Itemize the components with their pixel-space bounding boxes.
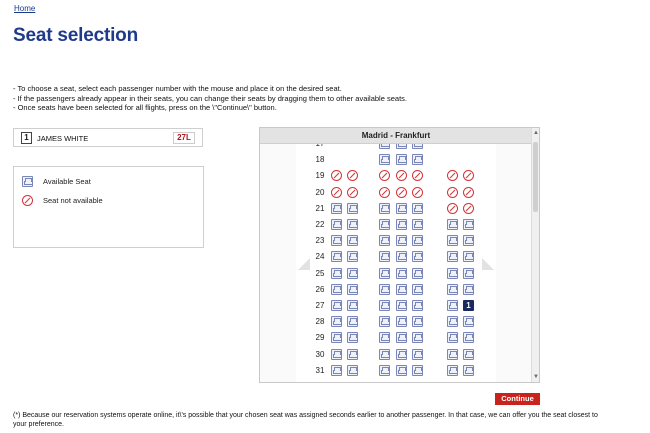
available-seat-icon[interactable] <box>331 332 342 343</box>
seat-row <box>260 219 532 232</box>
available-seat-icon[interactable] <box>331 316 342 327</box>
available-seat-icon[interactable] <box>347 349 358 360</box>
available-seat-icon[interactable] <box>379 316 390 327</box>
row-number: 24 <box>315 252 325 262</box>
seat-legend <box>13 166 204 248</box>
available-seat-icon[interactable] <box>396 268 407 279</box>
continue-button[interactable]: Continue <box>495 393 540 405</box>
passenger-name: JAMES WHITE <box>37 134 89 143</box>
available-seat-icon[interactable] <box>379 235 390 246</box>
available-seat-icon[interactable] <box>447 332 458 343</box>
available-seat-icon[interactable] <box>379 332 390 343</box>
seat-row <box>260 349 532 362</box>
available-seat-icon[interactable] <box>463 365 474 376</box>
unavailable-seat-icon <box>463 187 474 198</box>
available-seat-icon[interactable] <box>447 219 458 230</box>
available-seat-icon[interactable] <box>347 219 358 230</box>
row-number: 29 <box>315 333 325 343</box>
row-number: 19 <box>315 171 325 181</box>
seat-map-scrollbar[interactable] <box>531 128 539 382</box>
available-seat-icon[interactable] <box>396 316 407 327</box>
flight-title: Madrid - Frankfurt <box>260 128 532 144</box>
available-seat-icon[interactable] <box>396 235 407 246</box>
available-seat-icon[interactable] <box>447 300 458 311</box>
available-seat-icon[interactable] <box>379 284 390 295</box>
available-seat-icon[interactable] <box>396 349 407 360</box>
available-seat-icon[interactable] <box>396 154 407 165</box>
legend-not-available-label: Seat not available <box>43 195 103 205</box>
available-seat-icon[interactable] <box>463 219 474 230</box>
available-seat-icon[interactable] <box>331 203 342 214</box>
available-seat-icon[interactable] <box>463 332 474 343</box>
unavailable-seat-icon <box>447 187 458 198</box>
selected-seat-passenger-1[interactable]: 1 <box>463 300 474 311</box>
available-seat-icon[interactable] <box>347 365 358 376</box>
passenger-card[interactable] <box>13 128 203 147</box>
page-title: Seat selection <box>13 25 138 46</box>
available-seat-icon[interactable] <box>379 365 390 376</box>
available-seat-icon[interactable] <box>331 284 342 295</box>
row-number: 27 <box>315 301 325 310</box>
legend-available-label: Available Seat <box>43 176 91 186</box>
seat-map[interactable] <box>259 127 540 383</box>
available-seat-icon[interactable] <box>379 203 390 214</box>
unavailable-seat-icon <box>412 187 423 198</box>
available-seat-icon[interactable] <box>379 219 390 230</box>
available-seat-icon[interactable] <box>347 203 358 214</box>
passenger-number-badge[interactable]: 1 <box>21 132 32 144</box>
available-seat-icon[interactable] <box>396 365 407 376</box>
instruction-line: - Once seats have been selected for all flights, press on the \"Continue\" button. <box>13 103 277 112</box>
seat-row <box>260 365 532 378</box>
home-link[interactable]: Home <box>14 4 36 13</box>
available-seat-icon[interactable] <box>463 251 474 262</box>
legend-available <box>22 174 91 188</box>
unavailable-seat-icon <box>463 203 474 214</box>
available-seat-icon[interactable] <box>412 284 423 295</box>
unavailable-seat-icon <box>396 170 407 181</box>
row-number: 31 <box>315 365 325 375</box>
available-seat-icon[interactable] <box>396 300 407 311</box>
available-seat-icon[interactable] <box>347 316 358 327</box>
available-seat-icon[interactable] <box>463 268 474 279</box>
row-number: 28 <box>315 317 325 327</box>
available-seat-icon[interactable] <box>447 235 458 246</box>
seat-row <box>260 300 532 313</box>
available-seat-icon[interactable] <box>347 332 358 343</box>
available-seat-icon[interactable] <box>412 316 423 327</box>
available-seat-icon[interactable] <box>379 300 390 311</box>
available-seat-icon[interactable] <box>396 284 407 295</box>
scroll-thumb[interactable] <box>533 142 538 212</box>
available-seat-icon[interactable] <box>379 349 390 360</box>
unavailable-seat-icon <box>331 170 342 181</box>
seat-row <box>260 187 532 200</box>
seat-row <box>260 203 532 216</box>
available-seat-icon[interactable] <box>331 349 342 360</box>
available-seat-icon[interactable] <box>347 300 358 311</box>
seat-row <box>260 154 532 167</box>
available-seat-icon <box>22 176 33 187</box>
unavailable-seat-icon <box>447 170 458 181</box>
unavailable-seat-icon <box>379 187 390 198</box>
unavailable-seat-icon <box>331 187 342 198</box>
seat-row <box>260 268 532 281</box>
available-seat-icon[interactable] <box>412 332 423 343</box>
available-seat-icon[interactable] <box>396 332 407 343</box>
instructions <box>13 84 407 113</box>
passenger-seat-label: 27L <box>173 132 195 144</box>
available-seat-icon[interactable] <box>412 251 423 262</box>
available-seat-icon[interactable] <box>447 349 458 360</box>
available-seat-icon[interactable] <box>447 284 458 295</box>
available-seat-icon[interactable] <box>396 219 407 230</box>
instruction-line: - To choose a seat, select each passenger number with the mouse and place it on the desired seat. <box>13 84 342 93</box>
available-seat-icon[interactable] <box>412 365 423 376</box>
available-seat-icon[interactable] <box>331 365 342 376</box>
seat-row <box>260 235 532 248</box>
available-seat-icon[interactable] <box>447 268 458 279</box>
seat-row <box>260 284 532 297</box>
available-seat-icon[interactable] <box>379 268 390 279</box>
scroll-down-arrow-icon[interactable]: ▼ <box>533 374 539 380</box>
available-seat-icon[interactable] <box>463 316 474 327</box>
available-seat-icon[interactable] <box>331 300 342 311</box>
scroll-up-arrow-icon[interactable]: ▲ <box>533 130 539 136</box>
available-seat-icon[interactable] <box>412 235 423 246</box>
available-seat-icon[interactable] <box>379 251 390 262</box>
available-seat-icon[interactable] <box>379 154 390 165</box>
available-seat-icon[interactable] <box>347 251 358 262</box>
available-seat-icon[interactable] <box>463 284 474 295</box>
available-seat-icon[interactable] <box>447 365 458 376</box>
available-seat-icon[interactable] <box>331 219 342 230</box>
unavailable-seat-icon <box>463 170 474 181</box>
available-seat-icon[interactable] <box>347 284 358 295</box>
unavailable-seat-icon <box>379 170 390 181</box>
available-seat-icon[interactable] <box>412 203 423 214</box>
available-seat-icon[interactable] <box>412 268 423 279</box>
row-number: 20 <box>315 187 325 197</box>
available-seat-icon[interactable] <box>396 203 407 214</box>
available-seat-icon[interactable] <box>447 316 458 327</box>
available-seat-icon[interactable] <box>412 300 423 311</box>
footnote: (*) Because our reservation systems operate online, it\'s possible that your chosen seat was assigned seconds earlier to another passenger. In that case, we can offer you the seat closest to your preference. <box>13 412 598 428</box>
instruction-line: - If the passengers already appear in their seats, you can change their seats by dragging them to other available seats. <box>13 93 407 103</box>
available-seat-icon[interactable] <box>412 219 423 230</box>
row-number: 18 <box>315 155 325 165</box>
available-seat-icon[interactable] <box>331 251 342 262</box>
unavailable-seat-icon <box>396 187 407 198</box>
row-number: 23 <box>315 236 325 246</box>
seat-row <box>260 170 532 183</box>
available-seat-icon[interactable] <box>463 235 474 246</box>
available-seat-icon[interactable] <box>396 251 407 262</box>
seat-row <box>260 251 532 264</box>
available-seat-icon[interactable] <box>412 349 423 360</box>
available-seat-icon[interactable] <box>412 154 423 165</box>
seat-row <box>260 332 532 345</box>
available-seat-icon[interactable] <box>347 235 358 246</box>
unavailable-seat-icon <box>447 203 458 214</box>
unavailable-seat-icon <box>22 195 33 206</box>
unavailable-seat-icon <box>412 170 423 181</box>
seat-row <box>260 316 532 329</box>
available-seat-icon[interactable] <box>331 235 342 246</box>
available-seat-icon[interactable] <box>463 349 474 360</box>
unavailable-seat-icon <box>347 187 358 198</box>
row-number: 30 <box>315 349 325 359</box>
row-number: 22 <box>315 220 325 229</box>
available-seat-icon[interactable] <box>347 268 358 279</box>
row-number: 25 <box>315 268 325 278</box>
available-seat-icon[interactable] <box>331 268 342 279</box>
row-number: 21 <box>315 203 325 213</box>
row-number: 26 <box>315 284 325 294</box>
legend-not-available <box>22 193 103 207</box>
available-seat-icon[interactable] <box>447 251 458 262</box>
unavailable-seat-icon <box>347 170 358 181</box>
